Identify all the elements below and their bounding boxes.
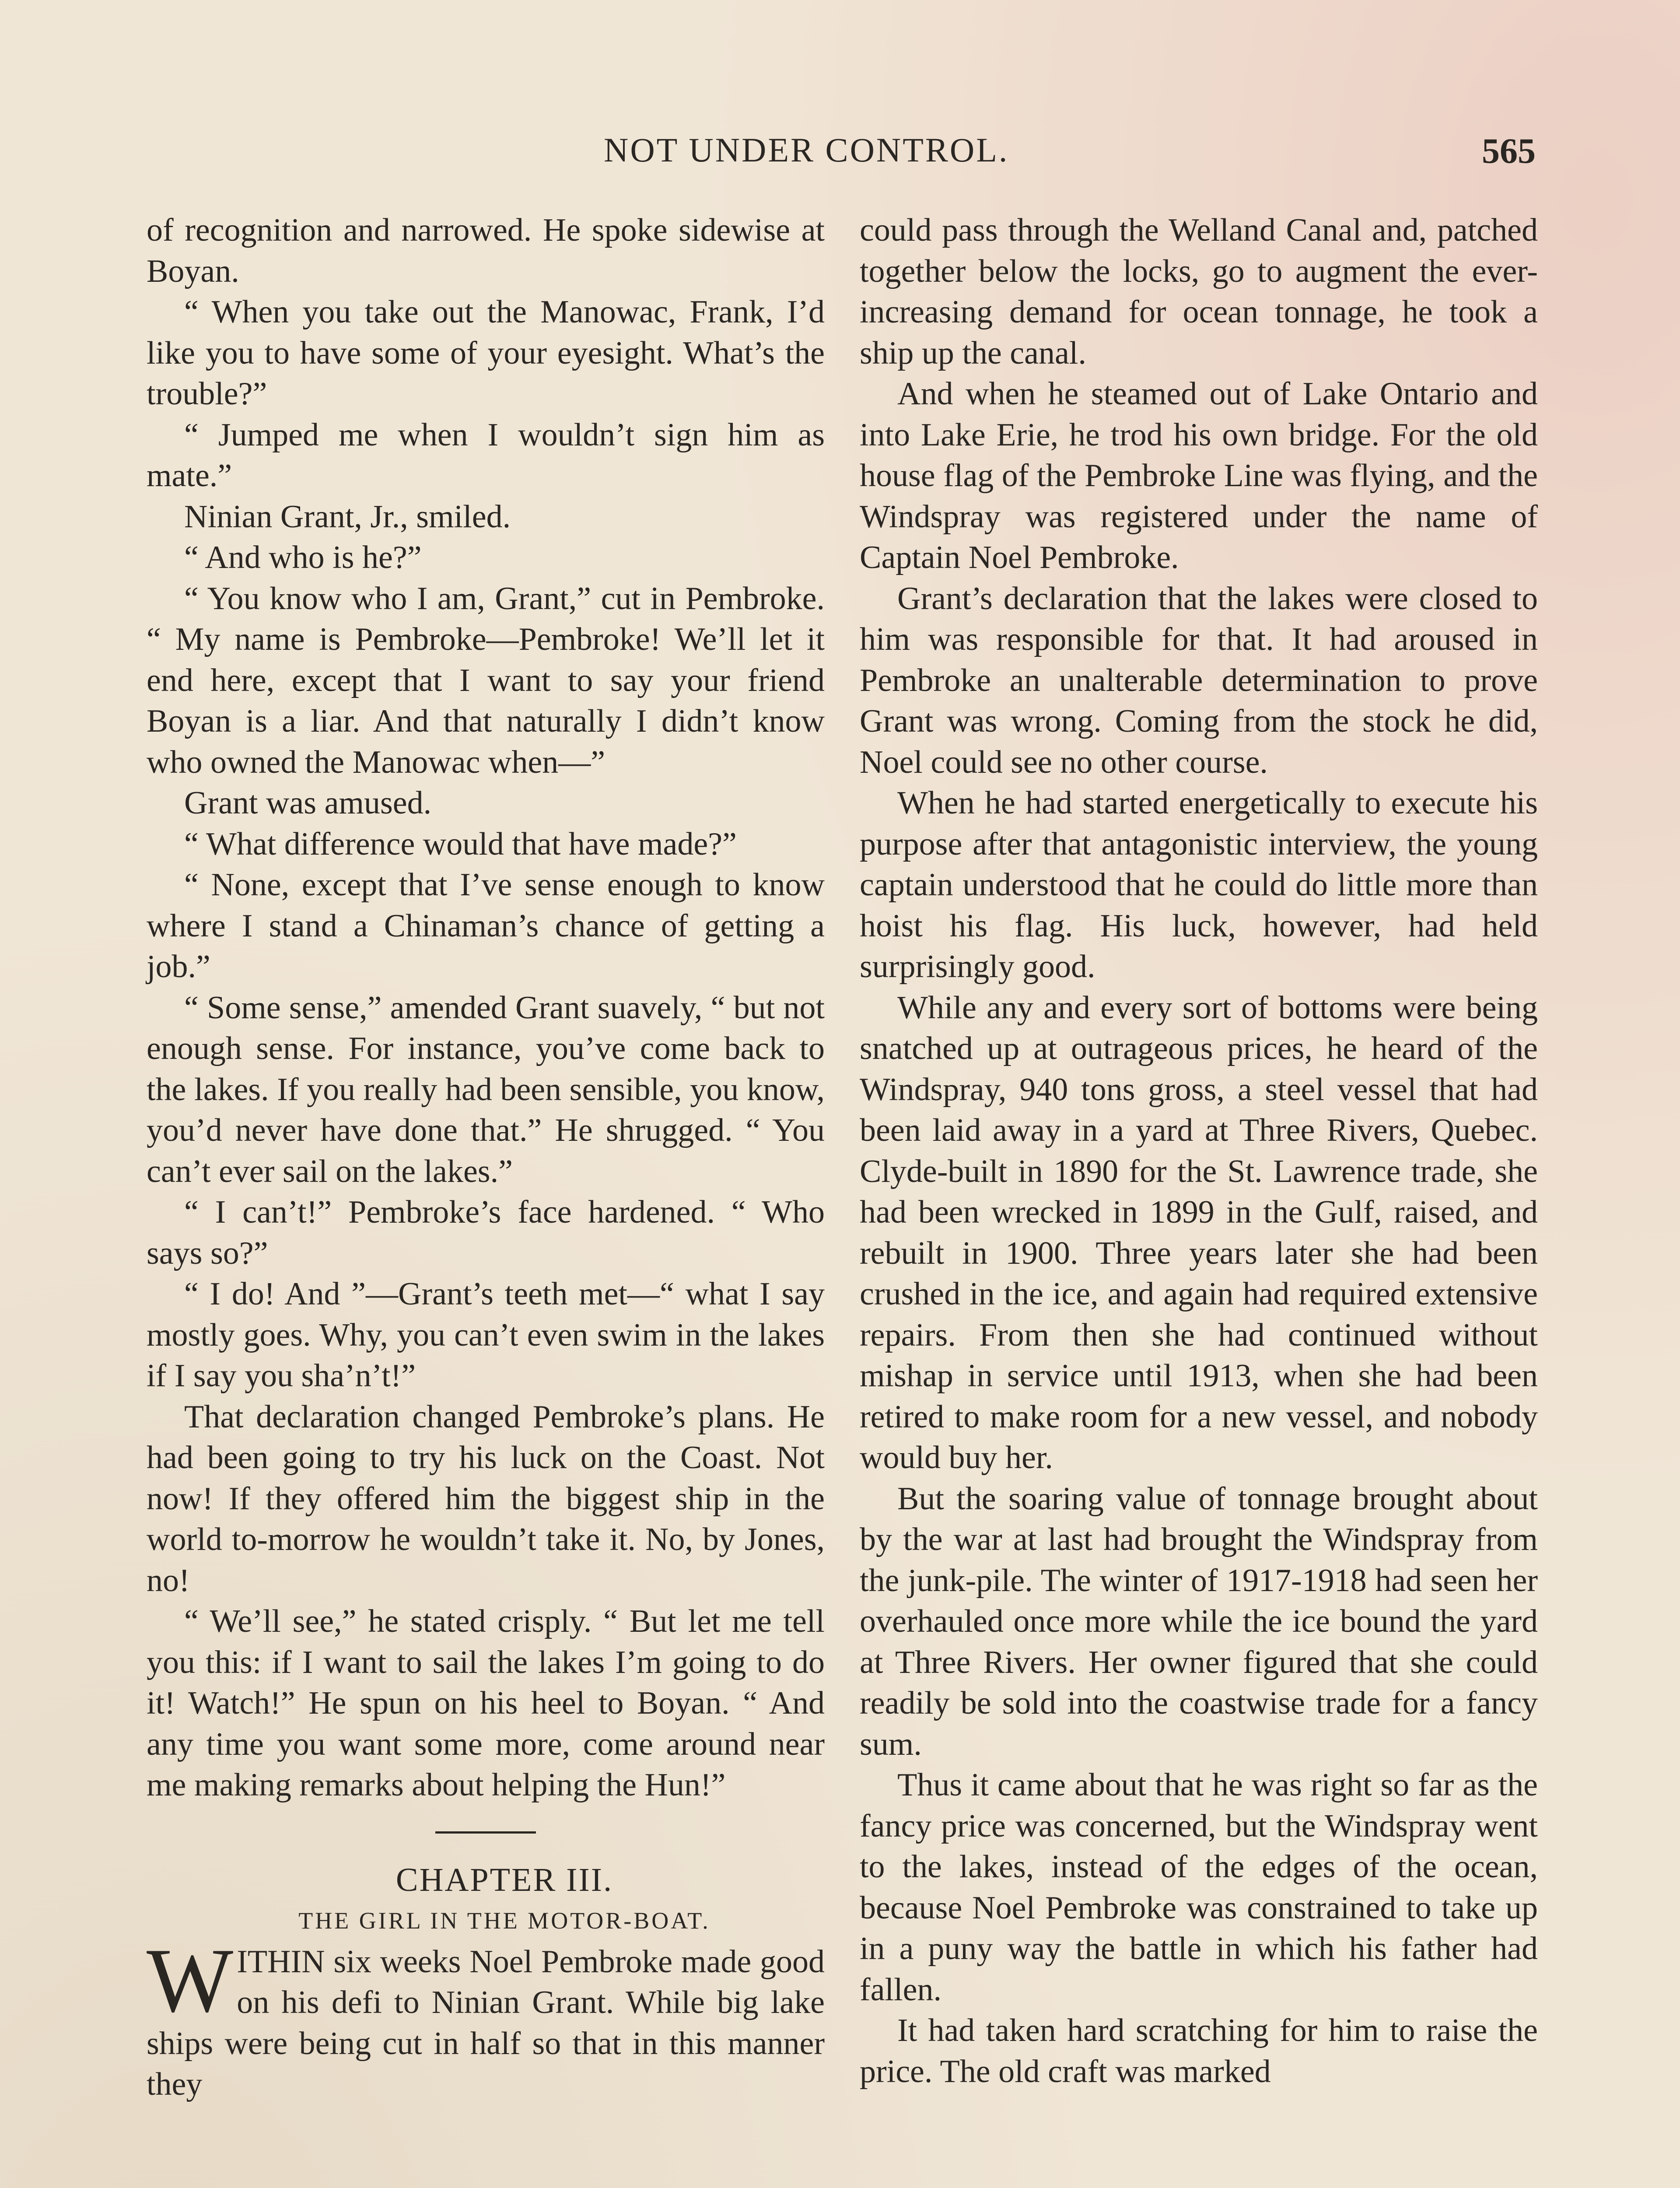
chapter-opening-text: ITHIN six weeks Noel Pembroke made good on his defi to Ninian Grant. While big lake ships were being cut in half so that in this manner they — [147, 1943, 825, 2102]
paragraph: “ What difference would that have made?” — [184, 826, 737, 862]
chapter-subtitle: THE GIRL IN THE MOTOR-BOAT. — [298, 1907, 710, 1934]
paragraph: “ We’ll see,” he stated crisply. “ But let me tell you this: if I want to sail the lakes I’m going to do it! Watch!” He spun on his heel to Boyan. “ And any time you want some more, come around near me making remarks about helping the Hun!” — [147, 1603, 825, 1803]
paragraph: But the soaring value of tonnage brought about by the war at last had brought the Windspray from the junk-pile. The winter of 1917-1918 had seen her overhauled once more while the ice bound the yard at Three Rivers. Her owner figured that she could readily be sold into the coastwise trade for a fancy sum. — [860, 1480, 1538, 1762]
paragraph: Grant’s declaration that the lakes were closed to him was responsible for that. It had aroused in Pembroke an unalterable determination to prove Grant was wrong. Coming from the stock he did, Noel could see no other course. — [860, 580, 1538, 780]
paragraph: could pass through the Welland Canal and, patched together below the locks, go to augment the ever-increasing demand for ocean tonnage, he took a ship up the canal. — [860, 212, 1538, 371]
chapter-title: CHAPTER III. — [396, 1861, 613, 1898]
drop-cap: W — [147, 1929, 234, 2031]
paragraph: “ When you take out the Manowac, Frank, I’d like you to have some of your eyesight. What’s the trouble?” — [147, 294, 825, 412]
paragraph: Grant was amused. — [184, 785, 432, 821]
paragraph: “ And who is he?” — [184, 540, 422, 575]
paragraph: Ninian Grant, Jr., smiled. — [184, 498, 511, 535]
paragraph: “ I can’t!” Pembroke’s face hardened. “ Who says so?” — [147, 1194, 825, 1271]
paragraph: And when he steamed out of Lake Ontario and into Lake Erie, he trod his own bridge. For the old house flag of the Pembroke Line was flying, and the Windspray was registered under the name of Captain Noel Pembroke. — [860, 376, 1538, 575]
paragraph: “ Jumped me when I wouldn’t sign him as mate.” — [147, 417, 825, 494]
right-column — [860, 210, 1538, 2092]
paragraph: While any and every sort of bottoms were being snatched up at outrageous prices, he heard of the Windspray, 940 tons gross, a steel vessel that had been laid away in a yard at Three Rivers, Quebec. Clyde-built in 1890 for the St. Lawrence trade, she had been wrecked in 1899 in the Gulf, raised, and rebuilt in 1900. Three years later she had been crushed in the ice, and again had required extensive repairs. From then she had continued without mishap in service until 1913, when she had been retired to make room for a new vessel, and nobody would buy her. — [860, 989, 1538, 1476]
paragraph: “ You know who I am, Grant,” cut in Pembroke. “ My name is Pembroke—Pembroke! We’ll let it end here, except that I want to say your friend Boyan is a liar. And that naturally I didn’t know who owned the Manowac when—” — [147, 580, 825, 780]
left-column — [147, 210, 825, 2105]
section-divider — [435, 1831, 536, 1834]
chapter-opening-paragraph — [147, 1929, 825, 2105]
running-title: NOT UNDER CONTROL. — [604, 131, 1009, 169]
paragraph: “ None, except that I’ve sense enough to know where I stand a Chinaman’s chance of getting a job.” — [147, 867, 825, 985]
paragraph: That declaration changed Pembroke’s plans. He had been going to try his luck on the Coast. Not now! If they offered him the biggest ship in the world to-morrow he wouldn’t take it. No, by Jones, no! — [147, 1399, 825, 1599]
paragraph: When he had started energetically to execute his purpose after that antagonistic interview, the young captain understood that he could do little more than hoist his flag. His luck, however, had held surprisingly good. — [860, 785, 1538, 985]
paragraph: “ Some sense,” amended Grant suavely, “ but not enough sense. For instance, you’ve come back to the lakes. If you really had been sensible, you know, you’d never have done that.” He shrugged. “ You can’t ever sail on the lakes.” — [147, 989, 825, 1189]
page-number: 565 — [1482, 131, 1536, 171]
paragraph: It had taken hard scratching for him to raise the price. The old craft was marked — [860, 2013, 1538, 2090]
paragraph: Thus it came about that he was right so far as the fancy price was concerned, but the Windspray went to the lakes, instead of the edges of the ocean, because Noel Pembroke was constrained to take up in a puny way the battle in which his father had fallen. — [860, 1767, 1538, 2008]
paragraph: “ I do! And ”—Grant’s teeth met—“ what I say mostly goes. Why, you can’t even swim in the lakes if I say you sha’n’t!” — [147, 1276, 825, 1394]
paragraph: of recognition and narrowed. He spoke sidewise at Boyan. — [147, 212, 825, 289]
